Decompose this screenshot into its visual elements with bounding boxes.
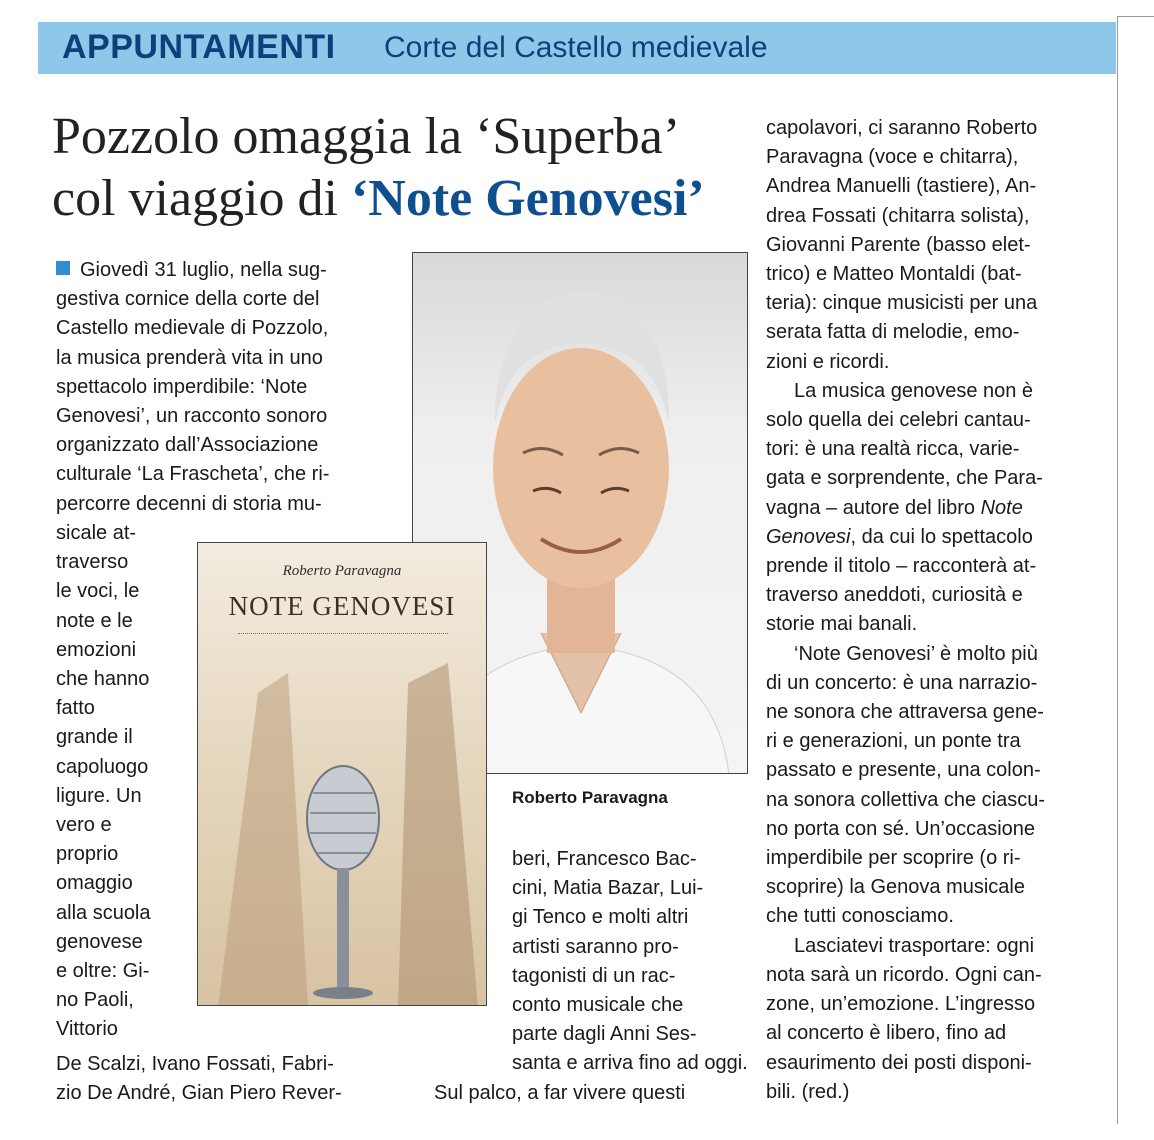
book-cover-image (197, 542, 487, 1006)
text-line (766, 815, 1106, 844)
book-title-italic: Genovesi (766, 525, 851, 548)
text-line (56, 636, 191, 665)
text-line-content: percorre decenni di storia mu- (56, 492, 322, 515)
text-line (512, 903, 742, 932)
text-line-content: alla scuola (56, 901, 151, 924)
section-banner (38, 22, 1116, 74)
text-line-content: trico) e Matteo Montaldi (bat- (766, 263, 1022, 286)
text-line-content: ligure. Un (56, 784, 142, 807)
text-line-content: parte dagli Anni Ses- (512, 1023, 697, 1046)
text-line-content: e oltre: Gi- (56, 960, 150, 983)
text-line (56, 1015, 191, 1044)
text-line (56, 344, 386, 373)
text-line-content: traverso aneddoti, curiosità e (766, 584, 1023, 607)
headline-line-2 (52, 168, 752, 230)
text-line (56, 899, 191, 928)
text-line-content: teria): cinque musicisti per una (766, 292, 1038, 315)
text-line (56, 694, 191, 723)
text-line-content: genovese (56, 930, 143, 953)
text-line (766, 172, 1106, 201)
book-title-italic: Note (980, 496, 1023, 519)
text-line-content: Castello medievale di Pozzolo, (56, 317, 329, 340)
headline-line-2-prefix: col viaggio di (52, 170, 351, 227)
section-subtitle: Corte del Castello medievale (384, 31, 768, 64)
text-line-content: che tutti conosciamo. (766, 905, 954, 928)
text-line-content: prende il titolo – racconterà at- (766, 555, 1037, 578)
text-line-content: ne sonora che attraversa gene- (766, 701, 1044, 724)
text-line-content: la musica prenderà vita in uno (56, 346, 323, 369)
text-line-content: bili. (red.) (766, 1080, 850, 1103)
microphone-illustration (198, 543, 487, 1006)
text-line-content: artisti saranno pro- (512, 935, 679, 958)
section-rubric: APPUNTAMENTI (62, 28, 336, 66)
text-line (56, 665, 191, 694)
text-line-content: gi Tenco e molti altri (512, 906, 689, 929)
text-line: Sul palco, a far vivere questi (434, 1082, 686, 1104)
text-line-content: Giovedì 31 luglio, nella sug- (80, 259, 327, 281)
text-line-content: capolavori, ci saranno Roberto (766, 117, 1038, 139)
text-line (56, 314, 386, 343)
text-line-content: serata fatta di melodie, emo- (766, 321, 1020, 344)
frame-rule-vertical (1117, 16, 1118, 1124)
text-line (766, 990, 1106, 1019)
text-line (766, 902, 1106, 931)
text-line (766, 1078, 1106, 1107)
text-line-content: imperdibile per scoprire (o ri- (766, 847, 1021, 870)
text-line (56, 460, 386, 489)
text-line (56, 811, 191, 840)
text-line (766, 932, 1106, 961)
text-line-content: La musica genovese non è (794, 379, 1034, 402)
text-line (766, 844, 1106, 873)
text-line (766, 464, 1106, 493)
text-line (56, 402, 386, 431)
text-line (512, 1049, 748, 1078)
text-line-content: zone, un’emozione. L’ingresso (766, 993, 1036, 1016)
text-line-content: no Paoli, (56, 989, 134, 1012)
text-line (512, 962, 742, 991)
text-line-content: fatto (56, 697, 95, 720)
text-line (512, 845, 742, 874)
text-line (766, 581, 1106, 610)
text-line-content: , da cui lo spettacolo (850, 525, 1033, 548)
text-line (56, 548, 191, 577)
text-line-content: tagonisti di un rac- (512, 964, 676, 987)
text-line-content: De Scalzi, Ivano Fossati, Fabri- (56, 1053, 334, 1075)
text-line (56, 957, 191, 986)
text-line (766, 1049, 1106, 1078)
text-line (766, 260, 1106, 289)
text-line (512, 991, 742, 1020)
text-line (766, 523, 1106, 552)
text-line (766, 348, 1106, 377)
text-line (766, 610, 1106, 639)
text-line (766, 727, 1106, 756)
text-line (56, 1079, 396, 1108)
text-line (766, 669, 1106, 698)
frame-rule (1117, 16, 1154, 17)
text-line (766, 377, 1106, 406)
text-line-content: esaurimento dei posti disponi- (766, 1051, 1032, 1074)
text-line (56, 1050, 396, 1079)
text-line (766, 231, 1106, 260)
text-line (766, 786, 1106, 815)
text-line (56, 519, 191, 548)
text-line-content: spettacolo imperdibile: ‘Note (56, 375, 308, 398)
text-line (56, 928, 191, 957)
text-line-content: che hanno (56, 668, 150, 691)
article-column-3 (766, 114, 1106, 1107)
article-column-1-bottom (56, 1050, 396, 1108)
text-line-content: vagna – autore del libro (766, 496, 981, 519)
text-line (766, 143, 1106, 172)
text-line (766, 961, 1106, 990)
text-line (766, 202, 1106, 231)
text-line (766, 552, 1106, 581)
text-line-content: solo quella dei celebri cantau- (766, 409, 1031, 432)
article-headline (52, 106, 752, 230)
text-line-content: di un concerto: è una narrazio- (766, 671, 1038, 694)
text-line-content: sicale at- (56, 522, 137, 544)
text-line-content: Andrea Manuelli (tastiere), An- (766, 175, 1037, 198)
text-line (56, 782, 191, 811)
text-line-content: zio De André, Gian Piero Rever- (56, 1082, 342, 1105)
text-line (512, 874, 742, 903)
text-line-content: no porta con sé. Un’occasione (766, 817, 1036, 840)
text-line (766, 873, 1106, 902)
text-line-content: tori: è una realtà ricca, varie- (766, 438, 1020, 461)
text-line (766, 289, 1106, 318)
text-line-content: Lasciatevi trasportare: ogni (794, 934, 1035, 957)
text-line (56, 577, 191, 606)
text-line-content: cini, Matia Bazar, Lui- (512, 877, 704, 900)
text-line (766, 640, 1106, 669)
text-line-content: passato e presente, una colon- (766, 759, 1041, 782)
text-line-content: traverso (56, 551, 129, 574)
text-line (56, 373, 386, 402)
text-line-content: zioni e ricordi. (766, 350, 890, 373)
article-column-1-narrow (56, 519, 191, 1045)
text-line-content: scoprire) la Genova musicale (766, 876, 1025, 899)
text-line (766, 698, 1106, 727)
paragraph-bullet (56, 261, 70, 275)
text-line (766, 435, 1106, 464)
text-line (766, 1019, 1106, 1048)
text-line-content: culturale ‘La Frascheta’, che ri- (56, 463, 330, 486)
headline-line-1: Pozzolo omaggia la ‘Superba’ (52, 108, 681, 165)
text-line-content: gestiva cornice della corte del (56, 288, 320, 311)
text-line-content: proprio (56, 843, 119, 866)
headline-accent: ‘Note Genovesi’ (350, 170, 705, 227)
text-line (56, 723, 191, 752)
text-line-content: nota sarà un ricordo. Ogni can- (766, 963, 1042, 986)
book-title: NOTE GENOVESI (228, 591, 456, 621)
text-line-content: storie mai banali. (766, 613, 918, 636)
text-line (56, 753, 191, 782)
text-line (766, 406, 1106, 435)
text-line (56, 607, 191, 636)
text-line (512, 933, 742, 962)
text-line-content: beri, Francesco Bac- (512, 848, 697, 870)
text-line (56, 256, 386, 285)
article-column-2-paragraph (434, 1079, 754, 1108)
text-line (56, 285, 386, 314)
text-line-content: grande il (56, 726, 133, 749)
text-line (56, 840, 191, 869)
book-author: Roberto Paravagna (282, 563, 402, 579)
text-line (56, 869, 191, 898)
text-line-content: emozioni (56, 638, 137, 661)
text-line-content: Genovesi’, un racconto sonoro (56, 405, 328, 428)
text-line (766, 756, 1106, 785)
text-line (766, 494, 1106, 523)
text-line-content: santa e arriva fino ad oggi. (512, 1052, 748, 1075)
text-line-content: Giovanni Parente (basso elet- (766, 233, 1031, 256)
photo-caption: Roberto Paravagna (512, 788, 668, 807)
text-line-content: Paravagna (voce e chitarra), (766, 146, 1019, 169)
text-line-content: le voci, le (56, 580, 140, 603)
text-line-content: Vittorio (56, 1018, 118, 1041)
text-line-content: vero e (56, 814, 112, 837)
text-line-content: al concerto è libero, fino ad (766, 1022, 1007, 1045)
text-line-content: ri e generazioni, un ponte tra (766, 730, 1021, 753)
text-line (56, 431, 386, 460)
text-line (766, 114, 1106, 143)
text-line-content: omaggio (56, 872, 133, 895)
text-line-content: gata e sorprendente, che Para- (766, 467, 1043, 490)
text-line-content: capoluogo (56, 755, 149, 778)
article-column-2 (512, 845, 748, 1079)
text-line (766, 318, 1106, 347)
text-line (56, 490, 386, 519)
text-line-content: na sonora collettiva che ciascu- (766, 788, 1046, 811)
text-line-content: drea Fossati (chitarra solista), (766, 204, 1030, 227)
text-line-content: organizzato dall’Associazione (56, 434, 319, 457)
text-line (512, 1020, 742, 1049)
article-column-1 (56, 256, 386, 519)
text-line (56, 986, 191, 1015)
text-line-content: note e le (56, 609, 133, 632)
text-line-content: ‘Note Genovesi’ è molto più (794, 642, 1038, 665)
text-line-content: conto musicale che (512, 994, 684, 1017)
